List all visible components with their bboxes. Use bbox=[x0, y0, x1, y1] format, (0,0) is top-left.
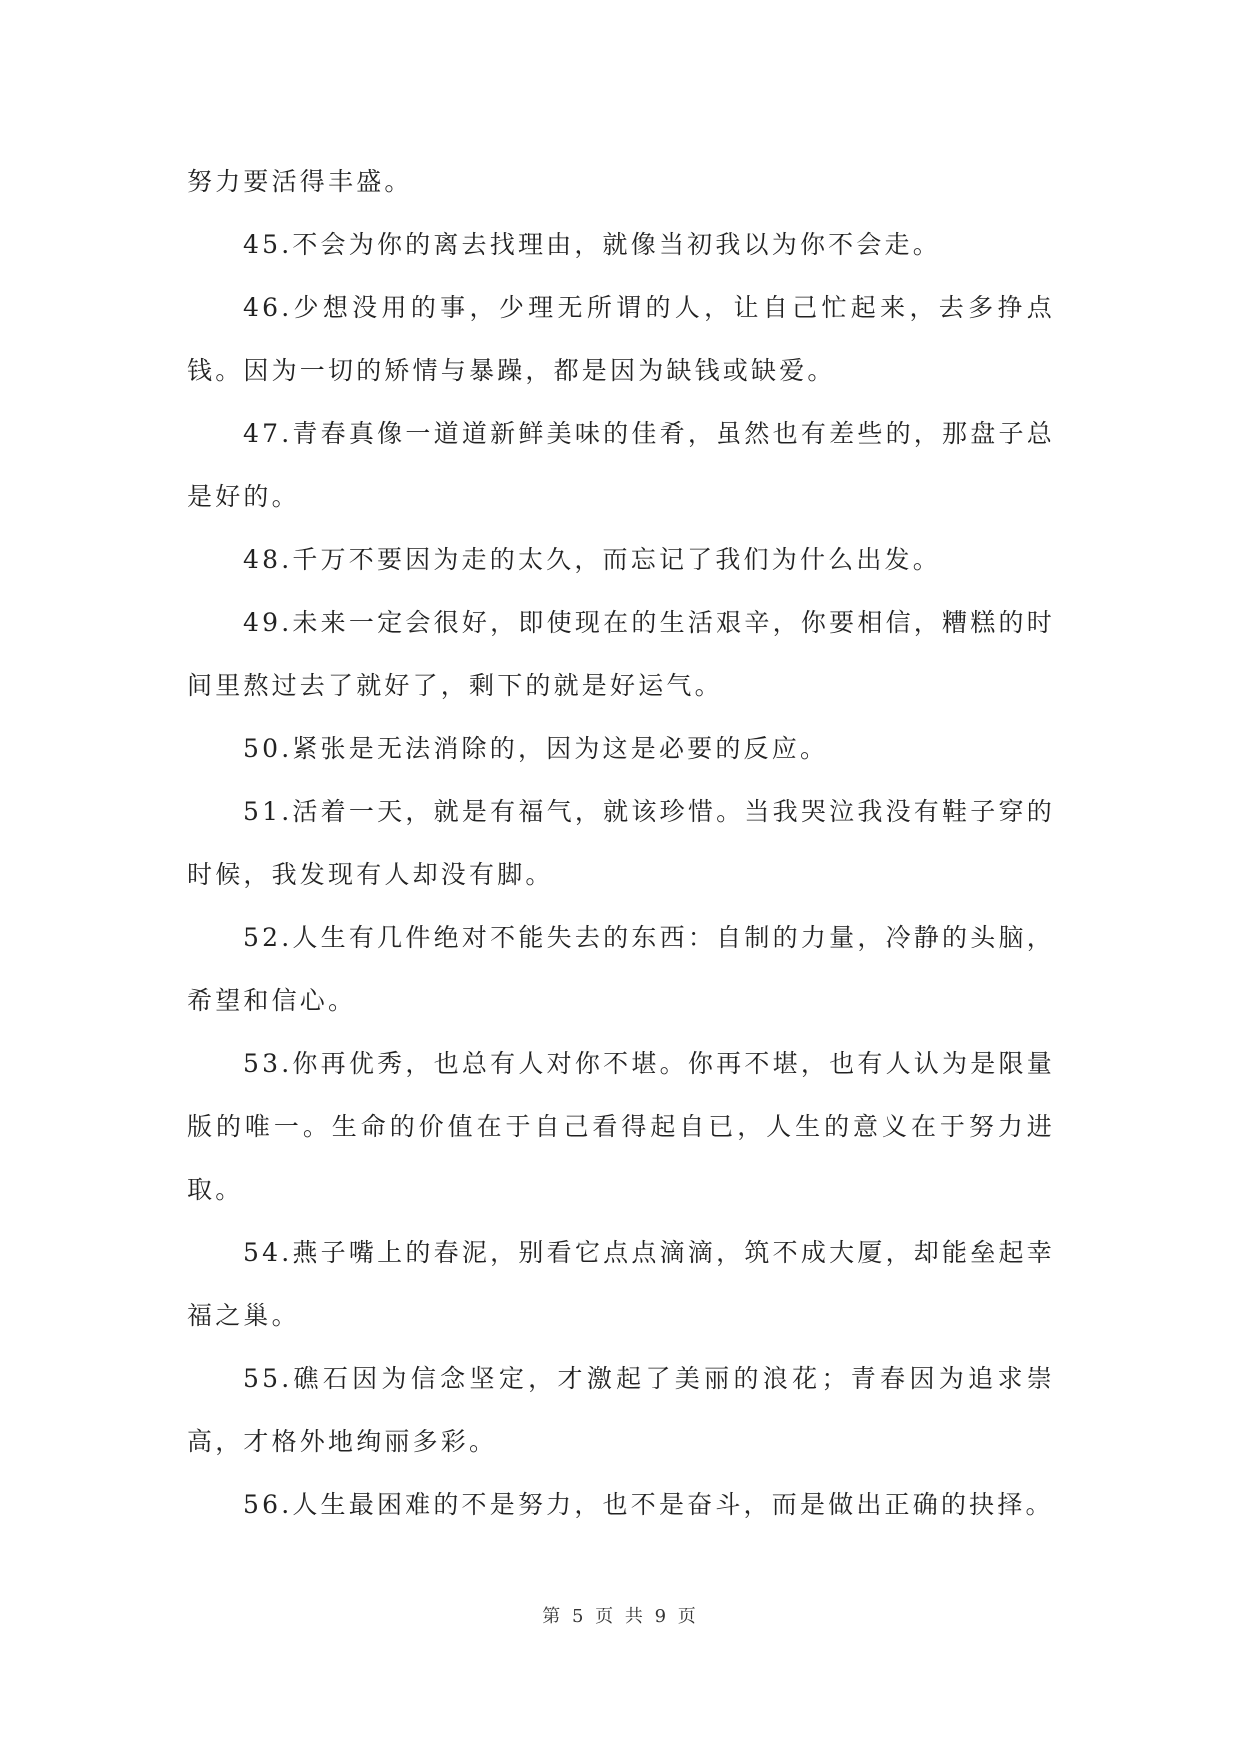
paragraph-continuation: 努力要活得丰盛。 bbox=[187, 167, 413, 196]
quote-46: 46.少想没用的事，少理无所谓的人，让自己忙起来，去多挣点钱。因为一切的矫情与暴躁，都是因为缺钱或缺爱。 bbox=[187, 293, 1055, 385]
quote-54: 54.燕子嘴上的春泥，别看它点点滴滴，筑不成大厦，却能垒起幸福之巢。 bbox=[187, 1238, 1055, 1330]
quote-55: 55.礁石因为信念坚定，才激起了美丽的浪花；青春因为追求崇高，才格外地绚丽多彩。 bbox=[187, 1364, 1055, 1456]
quote-49: 49.未来一定会很好，即使现在的生活艰辛，你要相信，糟糕的时间里熬过去了就好了，剩下的就是好运气。 bbox=[187, 608, 1055, 700]
document-body bbox=[187, 150, 1055, 1536]
quote-52: 52.人生有几件绝对不能失去的东西：自制的力量，冷静的头脑，希望和信心。 bbox=[187, 923, 1055, 1015]
quote-50: 50.紧张是无法消除的，因为这是必要的反应。 bbox=[243, 734, 829, 763]
quote-51: 51.活着一天，就是有福气，就该珍惜。当我哭泣我没有鞋子穿的时候，我发现有人却没有脚。 bbox=[187, 797, 1055, 889]
quote-53: 53.你再优秀，也总有人对你不堪。你再不堪，也有人认为是限量版的唯一。生命的价值在于自己看得起自已，人生的意义在于努力进取。 bbox=[187, 1049, 1055, 1204]
page-number-footer: 第 5 页 共 9 页 bbox=[542, 1606, 699, 1627]
quote-47: 47.青春真像一道道新鲜美味的佳肴，虽然也有差些的，那盘子总是好的。 bbox=[187, 419, 1055, 511]
quote-45: 45.不会为你的离去找理由，就像当初我以为你不会走。 bbox=[243, 230, 941, 259]
quote-56: 56.人生最困难的不是努力，也不是奋斗，而是做出正确的抉择。 bbox=[243, 1490, 1054, 1519]
quote-48: 48.千万不要因为走的太久，而忘记了我们为什么出发。 bbox=[243, 545, 941, 574]
